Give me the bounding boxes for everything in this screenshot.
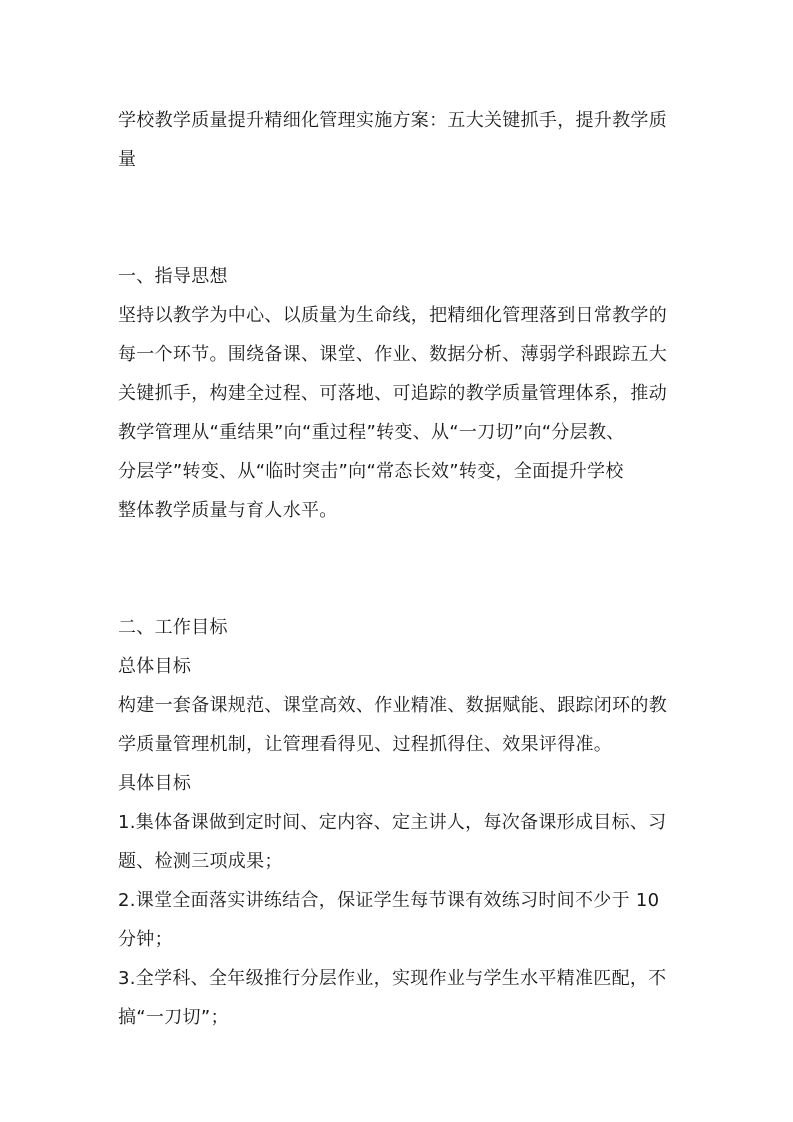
document-title-line-2: 量: [118, 149, 137, 170]
list-item-line: 题、检测三项成果；: [118, 851, 283, 872]
subheading-overall-goal: 总体目标: [118, 656, 192, 677]
list-item-line: 3.全学科、全年级推行分层作业，实现作业与学生水平精准匹配，不: [118, 968, 667, 989]
paragraph-line: 整体教学质量与育人水平。: [118, 500, 338, 521]
document-page: [118, 101, 678, 1037]
list-item-line: 1.集体备课做到定时间、定内容、定主讲人，每次备课形成目标、习: [118, 812, 667, 833]
section-heading-guiding-ideology: 一、指导思想: [118, 266, 228, 287]
paragraph-line: 关键抓手，构建全过程、可落地、可追踪的教学质量管理体系，推动: [118, 383, 667, 404]
paragraph-line: 构建一套备课规范、课堂高效、作业精准、数据赋能、跟踪闭环的教: [118, 695, 667, 716]
paragraph-line: 每一个环节。围绕备课、课堂、作业、数据分析、薄弱学科跟踪五大: [118, 344, 667, 365]
paragraph-line: 学质量管理机制，让管理看得见、过程抓得住、效果评得准。: [118, 734, 613, 755]
subheading-specific-goals: 具体目标: [118, 773, 192, 794]
document-title-line-1: 学校教学质量提升精细化管理实施方案：五大关键抓手，提升教学质: [118, 110, 667, 131]
list-item-line: 搞“一刀切”；: [118, 1007, 229, 1028]
section-heading-work-goals: 二、工作目标: [118, 617, 228, 638]
paragraph-line: 教学管理从“重结果”向“重过程”转变、从“一刀切”向“分层教、: [118, 422, 625, 443]
paragraph-line: 分层学”转变、从“临时突击”向“常态长效”转变，全面提升学校: [118, 461, 624, 482]
paragraph-line: 坚持以教学为中心、以质量为生命线，把精细化管理落到日常教学的: [118, 305, 667, 326]
list-item-line: 2.课堂全面落实讲练结合，保证学生每节课有效练习时间不少于 10: [118, 890, 660, 911]
list-item-line: 分钟；: [118, 929, 173, 950]
